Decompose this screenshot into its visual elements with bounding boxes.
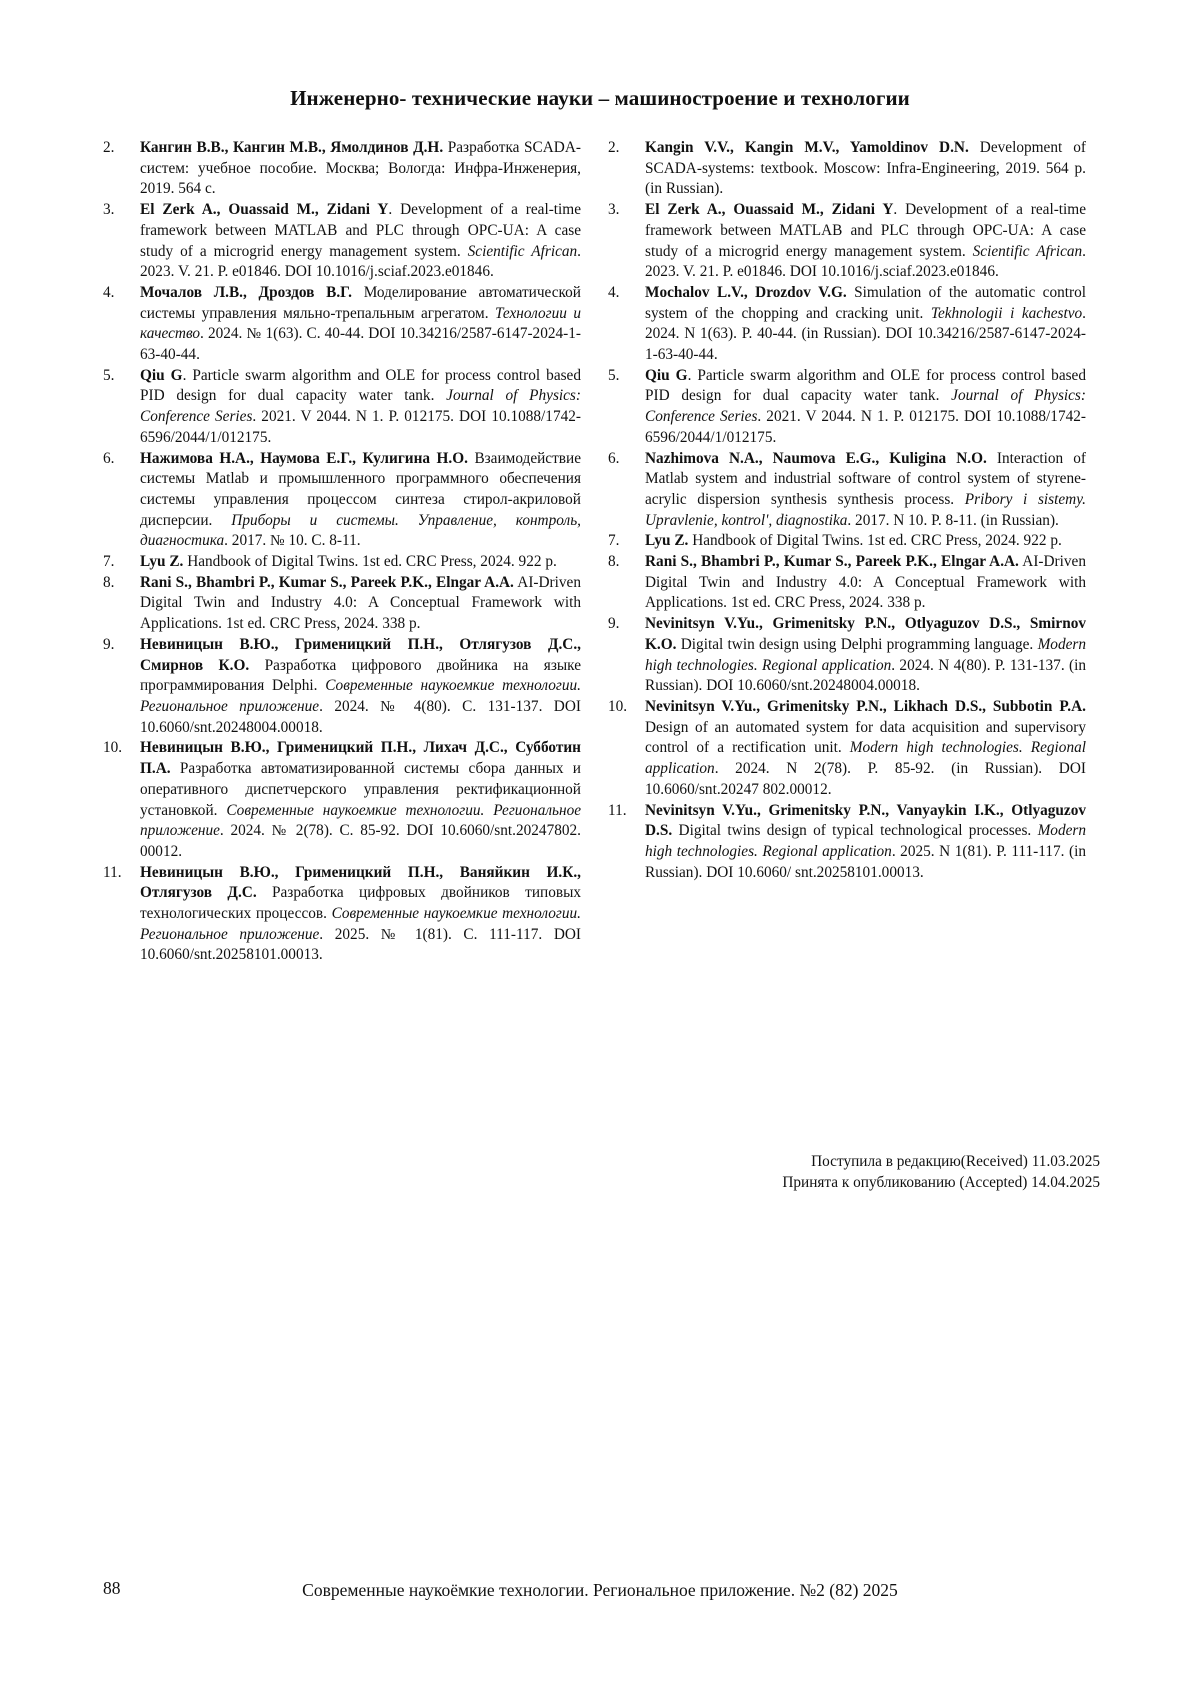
- reference-number: 7.: [103, 553, 115, 571]
- reference-number: 10.: [103, 739, 123, 757]
- reference-item: [608, 200, 1086, 283]
- reference-details: . 2024. N 4(80). P. 131-137. (in Russian). DOI 10.6060/snt.20248004.00018.: [645, 656, 1086, 695]
- reference-authors: Невиницын В.Ю., Грименицкий П.Н., Ваняйкин И.К., Отлягузов Д.С.: [140, 863, 581, 902]
- reference-text: [140, 738, 581, 862]
- reference-number: 5.: [608, 366, 620, 384]
- reference-authors: Qiu G: [645, 366, 688, 384]
- reference-number: 4.: [608, 283, 620, 301]
- reference-details: . 2024. № 1(63). С. 40-44. DOI 10.34216/2587-6147-2024-1-63-40-44.: [140, 325, 581, 364]
- reference-journal: Modern high technologies. Regional application: [645, 739, 1086, 778]
- reference-authors: Kangin V.V., Kangin M.V., Yamoldinov D.N.: [645, 139, 969, 156]
- reference-journal: Современные наукоемкие технологии. Региональное приложение: [140, 677, 581, 715]
- reference-body: Handbook of Digital Twins. 1st ed. CRC Press, 2024. 922 p.: [183, 553, 557, 571]
- reference-item: [608, 366, 1086, 449]
- reference-authors: Nevinitsyn V.Yu., Grimenitsky P.N., Likhach D.S., Subbotin P.A.: [645, 697, 1086, 715]
- reference-text: [140, 635, 581, 739]
- reference-text: [140, 138, 581, 200]
- reference-authors: Qiu G: [140, 366, 183, 384]
- reference-body: Interaction of Matlab system and industrial software of control system of styrene-acrylic dispersion synthesis synthesis process.: [645, 449, 1086, 508]
- reference-item: [103, 863, 581, 967]
- reference-text: [645, 614, 1086, 697]
- reference-number: 11.: [103, 863, 122, 881]
- reference-authors: Rani S., Bhambri P., Kumar S., Pareek P.K., Elngar A.A.: [140, 573, 514, 591]
- reference-journal: Современные наукоемкие технологии. Региональное приложение: [140, 905, 581, 943]
- reference-text: [645, 801, 1086, 884]
- reference-authors: Невиницын В.Ю., Грименицкий П.Н., Отлягузов Д.С., Смирнов К.О.: [140, 635, 581, 674]
- reference-item: [608, 138, 1086, 200]
- reference-body: Development of SCADA-systems: textbook. Moscow: Infra-Engineering, 2019. 564 p. (in Russian).: [645, 139, 1086, 198]
- reference-item: [103, 738, 581, 862]
- reference-text: [140, 200, 581, 283]
- reference-details: . 2024. № 4(80). С. 131-137. DOI 10.6060/snt.20248004.00018.: [140, 697, 581, 736]
- reference-text: [645, 366, 1086, 449]
- reference-authors: Mochalov L.V., Drozdov V.G.: [645, 283, 847, 301]
- reference-body: Взаимодействие системы Matlab и промышленного программного обеспечения системы управления процессом синтеза стирол-акриловой дисперсии.: [140, 449, 581, 529]
- reference-body: Разработка цифрового двойника на языке программирования Delphi.: [140, 656, 581, 695]
- journal-title: Современные наукоёмкие технологии. Региональное приложение. №2 (82) 2025: [302, 1580, 898, 1600]
- reference-details: . 2017. № 10. С. 8-11.: [224, 532, 361, 550]
- reference-journal: Journal of Physics: Conference Series: [645, 387, 1086, 426]
- reference-text: [645, 697, 1086, 801]
- reference-journal: Pribory i sistemy. Upravlenie, kontrol', diagnostika: [645, 490, 1086, 529]
- reference-journal: Modern high technologies. Regional application: [645, 635, 1086, 674]
- reference-number: 8.: [608, 553, 620, 571]
- reference-body: Разработка автоматизированной системы сбора данных и оперативного диспетчерского управления ректификационной установкой.: [140, 760, 581, 819]
- reference-text: [140, 449, 581, 553]
- reference-details: . 2024. N 2(78). P. 85-92. (in Russian). DOI 10.6060/snt.20247 802.00012.: [645, 760, 1086, 798]
- reference-details: . 2024. № 2(78). С. 85-92. DOI 10.6060/snt.20247802. 00012.: [140, 822, 581, 860]
- reference-item: [103, 138, 581, 200]
- reference-details: . 2025. N 1(81). P. 111-117. (in Russian). DOI 10.6060/ snt.20258101.00013.: [645, 842, 1086, 881]
- reference-body: Simulation of the automatic control system of the chopping and cracking unit.: [645, 283, 1086, 322]
- reference-body: . Development of a real-time framework between MATLAB and PLC through OPC-UA: A case study of a microgrid energy management system.: [645, 201, 1086, 260]
- reference-details: . 2024. N 1(63). P. 40-44. (in Russian). DOI 10.34216/2587-6147-2024-1-63-40-44.: [645, 304, 1086, 364]
- reference-item: [608, 614, 1086, 697]
- reference-details: . 2017. N 10. P. 8-11. (in Russian).: [847, 511, 1059, 529]
- reference-authors: Lyu Z.: [140, 553, 184, 571]
- reference-body: AI-Driven Digital Twin and Industry 4.0: A Conceptual Framework with Applications. 1st ed. CRC Press, 2024. 338 p.: [140, 573, 581, 633]
- reference-authors: El Zerk A., Ouassaid M., Zidani Y: [645, 201, 894, 219]
- received-date: Поступила в редакцию(Received) 11.03.2025: [811, 1153, 1100, 1170]
- reference-number: 11.: [608, 801, 627, 819]
- reference-journal: Tekhnologii i kachestvo: [930, 304, 1083, 322]
- reference-number: 4.: [103, 283, 115, 301]
- reference-number: 10.: [608, 697, 628, 715]
- references-english: [608, 138, 1086, 883]
- reference-journal: Scientific African: [972, 242, 1083, 260]
- reference-number: 2.: [608, 139, 620, 156]
- reference-authors: Невиницын В.Ю., Грименицкий П.Н., Лихач Д.С., Субботин П.А.: [140, 739, 581, 778]
- reference-body: . Development of a real-time framework between MATLAB and PLC through OPC-UA: A case study of a microgrid energy management system.: [140, 201, 581, 260]
- reference-number: 5.: [103, 366, 115, 384]
- reference-authors: Нажимова Н.А., Наумова Е.Г., Кулигина Н.О.: [140, 449, 468, 467]
- reference-item: [103, 552, 581, 573]
- reference-body: . Particle swarm algorithm and OLE for process control based PID design for dual capacity water tank.: [645, 366, 1086, 405]
- reference-item: [608, 449, 1086, 532]
- reference-item: [103, 573, 581, 635]
- reference-body: . Particle swarm algorithm and OLE for process control based PID design for dual capacity water tank.: [140, 366, 581, 405]
- running-header: Инженерно- технические науки – машиностроение и технологии: [290, 86, 910, 110]
- reference-body: Design of an automated system for data acquisition and supervisory control of a rectification unit.: [645, 718, 1086, 757]
- accepted-date: Принята к опубликованию (Accepted) 14.04.2025: [782, 1174, 1100, 1191]
- reference-authors: El Zerk A., Ouassaid M., Zidani Y: [140, 201, 389, 219]
- reference-item: [103, 283, 581, 366]
- reference-journal: Journal of Physics: Conference Series: [140, 387, 581, 426]
- reference-number: 8.: [103, 573, 115, 591]
- reference-body: Digital twin design using Delphi programming language.: [676, 635, 1038, 653]
- reference-journal: Приборы и системы. Управление, контроль, диагностика: [140, 511, 581, 550]
- reference-number: 6.: [103, 449, 115, 467]
- reference-text: [645, 138, 1086, 200]
- reference-number: 9.: [608, 615, 620, 633]
- reference-item: [608, 552, 1086, 614]
- page-number: 88: [103, 1578, 121, 1598]
- reference-item: [608, 283, 1086, 366]
- reference-item: [103, 449, 581, 553]
- reference-body: Digital twins design of typical technological processes.: [672, 822, 1038, 840]
- reference-text: [140, 573, 581, 635]
- reference-number: 3.: [608, 201, 620, 219]
- reference-item: [103, 366, 581, 449]
- reference-number: 2.: [103, 139, 115, 156]
- reference-item: [608, 801, 1086, 884]
- reference-text: [140, 552, 581, 573]
- reference-authors: Кангин В.В., Кангин М.В., Ямолдинов Д.Н.: [140, 139, 444, 156]
- reference-text: [645, 531, 1086, 552]
- reference-details: . 2025. № 1(81). С. 111-117. DOI 10.6060/snt.20258101.00013.: [140, 925, 582, 964]
- reference-text: [645, 449, 1086, 532]
- reference-text: [140, 366, 581, 449]
- references-russian: [103, 138, 581, 966]
- reference-authors: Мочалов Л.В., Дроздов В.Г.: [140, 283, 352, 301]
- reference-item: [608, 697, 1086, 801]
- reference-body: AI-Driven Digital Twin and Industry 4.0: A Conceptual Framework with Applications. 1st ed. CRC Press, 2024. 338 p.: [645, 553, 1086, 612]
- reference-details: . 2021. V 2044. N 1. P. 012175. DOI 10.1088/1742-6596/2044/1/012175.: [645, 408, 1086, 446]
- reference-details: . 2023. V. 21. P. e01846. DOI 10.1016/j.sciaf.2023.e01846.: [140, 242, 581, 281]
- reference-details: . 2021. V 2044. N 1. P. 012175. DOI 10.1088/1742-6596/2044/1/012175.: [140, 408, 581, 446]
- reference-item: [608, 531, 1086, 552]
- reference-item: [103, 200, 581, 283]
- reference-body: Моделирование автоматической системы управления мяльно-трепальным агрегатом.: [140, 283, 581, 322]
- reference-number: 7.: [608, 532, 620, 550]
- reference-journal: Технологии и качество: [140, 304, 581, 343]
- submission-dates: [782, 1151, 1100, 1193]
- reference-text: [645, 552, 1086, 614]
- reference-body: Handbook of Digital Twins. 1st ed. CRC Press, 2024. 922 p.: [688, 532, 1062, 550]
- reference-authors: Rani S., Bhambri P., Kumar S., Pareek P.K., Elngar A.A.: [645, 553, 1019, 571]
- reference-text: [140, 863, 581, 967]
- reference-body: Разработка SCADA-систем: учебное пособие. Москва; Вологда: Инфра-Инженерия, 2019. 564 с.: [140, 139, 581, 198]
- reference-item: [103, 635, 581, 739]
- reference-text: [645, 200, 1086, 283]
- reference-text: [645, 283, 1086, 366]
- reference-journal: Современные наукоемкие технологии. Региональное приложение: [140, 801, 582, 840]
- reference-number: 3.: [103, 201, 115, 219]
- reference-number: 6.: [608, 449, 620, 467]
- reference-authors: Nevinitsyn V.Yu., Grimenitsky P.N., Vanyaykin I.K., Otlyaguzov D.S.: [645, 801, 1086, 840]
- reference-text: [140, 283, 581, 366]
- reference-authors: Lyu Z.: [645, 532, 689, 550]
- reference-journal: Modern high technologies. Regional application: [645, 822, 1086, 860]
- reference-journal: Scientific African: [467, 242, 578, 260]
- reference-authors: Nevinitsyn V.Yu., Grimenitsky P.N., Otlyaguzov D.S., Smirnov K.O.: [645, 615, 1086, 653]
- reference-details: . 2023. V. 21. P. e01846. DOI 10.1016/j.sciaf.2023.e01846.: [645, 242, 1086, 281]
- reference-number: 9.: [103, 635, 115, 653]
- reference-authors: Nazhimova N.A., Naumova E.G., Kuligina N.O.: [645, 449, 987, 467]
- reference-body: Разработка цифровых двойников типовых технологических процессов.: [140, 884, 581, 923]
